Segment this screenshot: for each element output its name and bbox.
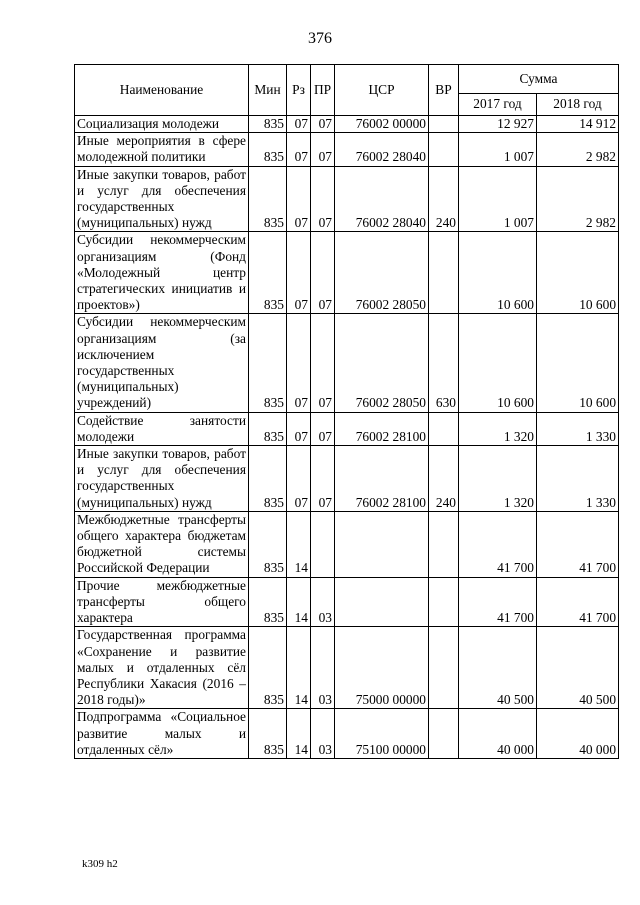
cell-vr — [429, 511, 459, 577]
cell-s2: 40 500 — [537, 627, 619, 709]
table-row — [75, 446, 619, 512]
table-row — [75, 133, 619, 166]
cell-pr: 07 — [311, 314, 335, 412]
cell-csr: 76002 00000 — [335, 116, 429, 133]
budget-table — [74, 64, 619, 759]
cell-pr: 07 — [311, 412, 335, 445]
cell-min: 835 — [249, 314, 287, 412]
cell-vr — [429, 577, 459, 627]
col-header-rz: Рз — [287, 65, 311, 116]
cell-min: 835 — [249, 116, 287, 133]
table-row — [75, 627, 619, 709]
col-header-min: Мин — [249, 65, 287, 116]
cell-csr: 76002 28050 — [335, 314, 429, 412]
col-header-year2: 2018 год — [537, 93, 619, 115]
table-body — [75, 116, 619, 759]
cell-s1: 1 320 — [459, 446, 537, 512]
cell-name: Прочие межбюджетные трансферты общего характера — [75, 577, 249, 627]
cell-pr: 07 — [311, 232, 335, 314]
cell-rz: 07 — [287, 232, 311, 314]
cell-name: Субсидии некоммерческим организациям (Фонд «Молодежный центр стратегических инициатив и проектов») — [75, 232, 249, 314]
cell-csr: 75100 00000 — [335, 709, 429, 759]
cell-rz: 07 — [287, 166, 311, 232]
col-header-name: Наименование — [75, 65, 249, 116]
cell-csr: 76002 28100 — [335, 446, 429, 512]
header-row — [75, 65, 619, 94]
table-row — [75, 511, 619, 577]
cell-rz: 07 — [287, 116, 311, 133]
cell-vr: 240 — [429, 446, 459, 512]
cell-name: Иные закупки товаров, работ и услуг для обеспечения государственных (муниципальных) нужд — [75, 166, 249, 232]
table-row — [75, 412, 619, 445]
cell-s2: 2 982 — [537, 166, 619, 232]
cell-vr: 240 — [429, 166, 459, 232]
cell-rz: 14 — [287, 627, 311, 709]
cell-csr: 76002 28040 — [335, 133, 429, 166]
cell-name: Иные мероприятия в сфере молодежной политики — [75, 133, 249, 166]
cell-s2: 41 700 — [537, 577, 619, 627]
cell-min: 835 — [249, 232, 287, 314]
cell-s2: 1 330 — [537, 446, 619, 512]
table-row — [75, 577, 619, 627]
page-number: 376 — [308, 30, 332, 47]
cell-pr: 07 — [311, 166, 335, 232]
cell-name: Социализация молодежи — [75, 116, 249, 133]
cell-min: 835 — [249, 511, 287, 577]
cell-s2: 1 330 — [537, 412, 619, 445]
cell-rz: 14 — [287, 709, 311, 759]
cell-s2: 41 700 — [537, 511, 619, 577]
cell-csr — [335, 577, 429, 627]
cell-csr: 76002 28050 — [335, 232, 429, 314]
cell-pr: 07 — [311, 116, 335, 133]
cell-min: 835 — [249, 627, 287, 709]
cell-name: Содействие занятости молодежи — [75, 412, 249, 445]
cell-vr — [429, 627, 459, 709]
cell-s1: 41 700 — [459, 511, 537, 577]
cell-name: Иные закупки товаров, работ и услуг для обеспечения государственных (муниципальных) нужд — [75, 446, 249, 512]
cell-min: 835 — [249, 446, 287, 512]
cell-csr: 76002 28040 — [335, 166, 429, 232]
cell-s1: 41 700 — [459, 577, 537, 627]
cell-min: 835 — [249, 133, 287, 166]
cell-rz: 14 — [287, 577, 311, 627]
col-header-vr: ВР — [429, 65, 459, 116]
cell-vr — [429, 232, 459, 314]
table-row — [75, 166, 619, 232]
cell-vr — [429, 133, 459, 166]
table-row — [75, 709, 619, 759]
cell-min: 835 — [249, 709, 287, 759]
cell-s1: 1 007 — [459, 133, 537, 166]
cell-rz: 14 — [287, 511, 311, 577]
cell-s1: 10 600 — [459, 232, 537, 314]
cell-s1: 1 320 — [459, 412, 537, 445]
cell-min: 835 — [249, 577, 287, 627]
col-header-year1: 2017 год — [459, 93, 537, 115]
cell-vr: 630 — [429, 314, 459, 412]
cell-pr: 03 — [311, 709, 335, 759]
cell-name: Субсидии некоммерческим организациям (за исключением государственных (муниципальных) учреждений) — [75, 314, 249, 412]
cell-s2: 10 600 — [537, 232, 619, 314]
cell-pr: 07 — [311, 446, 335, 512]
cell-pr: 03 — [311, 577, 335, 627]
col-header-pr: ПР — [311, 65, 335, 116]
cell-s1: 10 600 — [459, 314, 537, 412]
cell-rz: 07 — [287, 412, 311, 445]
cell-name: Межбюджетные трансферты общего характера бюджетам бюджетной системы Российской Федерации — [75, 511, 249, 577]
cell-vr — [429, 412, 459, 445]
cell-vr — [429, 116, 459, 133]
cell-s1: 12 927 — [459, 116, 537, 133]
cell-min: 835 — [249, 166, 287, 232]
cell-s1: 40 500 — [459, 627, 537, 709]
cell-s2: 14 912 — [537, 116, 619, 133]
cell-pr: 03 — [311, 627, 335, 709]
table-row — [75, 232, 619, 314]
cell-pr — [311, 511, 335, 577]
cell-csr: 76002 28100 — [335, 412, 429, 445]
cell-min: 835 — [249, 412, 287, 445]
footer-code: k309 h2 — [82, 858, 118, 870]
cell-name: Государственная программа «Сохранение и развитие малых и отдаленных сёл Республики Хакасия (2016 – 2018 годы)» — [75, 627, 249, 709]
cell-s2: 10 600 — [537, 314, 619, 412]
cell-vr — [429, 709, 459, 759]
table-row — [75, 116, 619, 133]
cell-rz: 07 — [287, 314, 311, 412]
cell-csr — [335, 511, 429, 577]
cell-s2: 40 000 — [537, 709, 619, 759]
cell-s2: 2 982 — [537, 133, 619, 166]
col-header-sum: Сумма — [459, 65, 619, 94]
cell-rz: 07 — [287, 133, 311, 166]
col-header-csr: ЦСР — [335, 65, 429, 116]
cell-pr: 07 — [311, 133, 335, 166]
cell-name: Подпрограмма «Социальное развитие малых и отдаленных сёл» — [75, 709, 249, 759]
cell-s1: 1 007 — [459, 166, 537, 232]
cell-s1: 40 000 — [459, 709, 537, 759]
cell-rz: 07 — [287, 446, 311, 512]
cell-csr: 75000 00000 — [335, 627, 429, 709]
table-row — [75, 314, 619, 412]
